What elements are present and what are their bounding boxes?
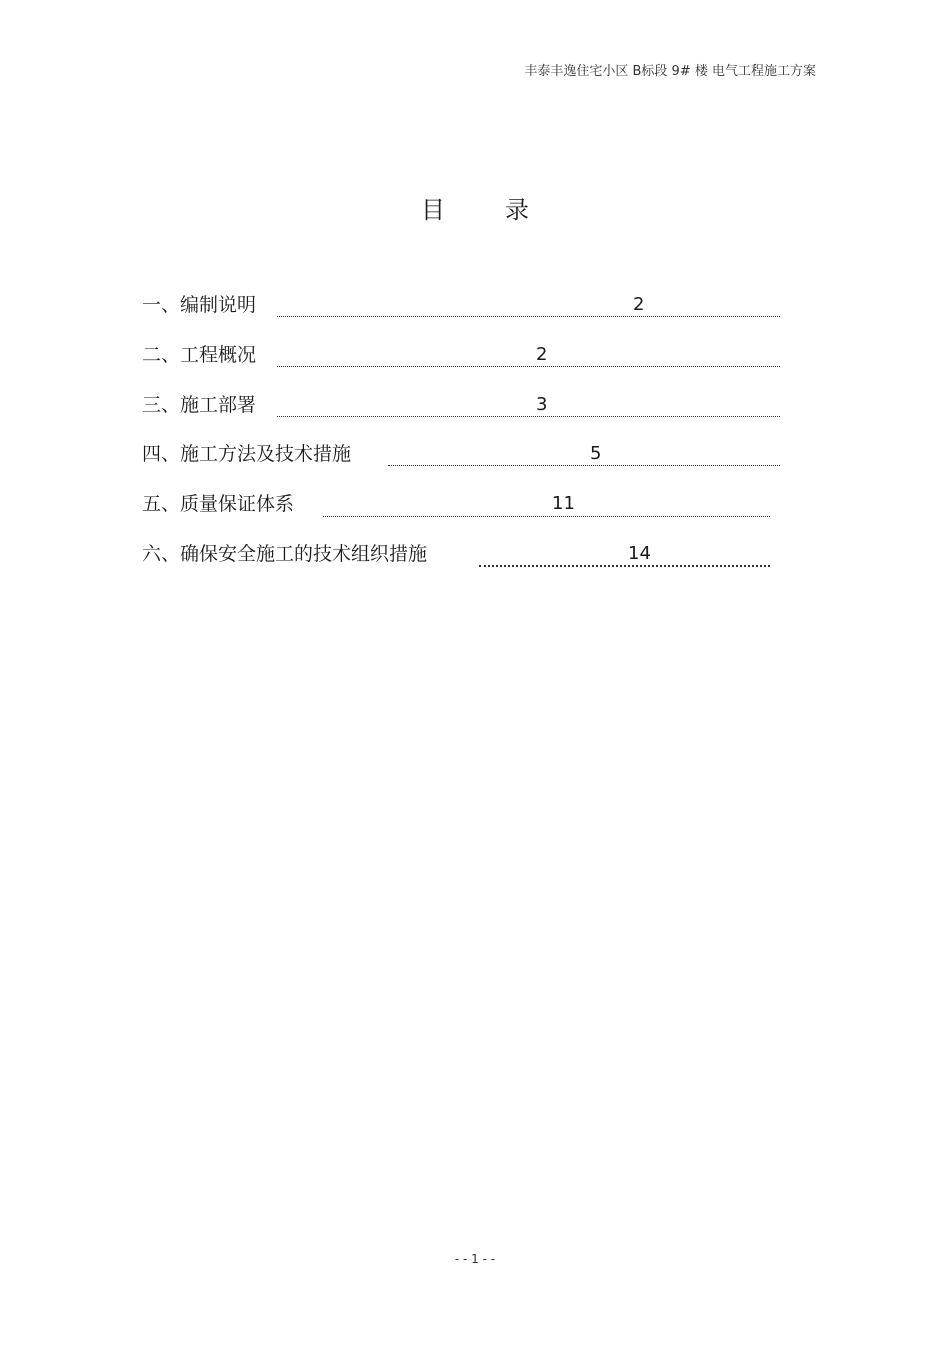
toc-entry-1[interactable]	[142, 292, 782, 318]
toc-entry-label: 三、施工部署	[142, 394, 257, 416]
toc-leader-dots	[277, 316, 780, 317]
toc-leader-dots	[388, 465, 780, 466]
toc-entry-3[interactable]	[142, 392, 782, 418]
toc-entry-6[interactable]	[142, 541, 782, 567]
page-header: 丰泰丰逸住宅小区 B标段 9# 楼 电气工程施工方案	[524, 64, 816, 79]
toc-entry-page: 11	[552, 493, 575, 514]
toc-entry-label: 五、质量保证体系	[142, 493, 295, 515]
toc-entry-label: 六、确保安全施工的技术组织措施	[142, 543, 428, 565]
toc-entry-label: 四、施工方法及技术措施	[142, 443, 352, 465]
toc-entry-4[interactable]	[142, 441, 782, 467]
toc-entry-page: 2	[633, 294, 645, 315]
toc-leader-dots	[479, 565, 770, 567]
toc-entry-page: 5	[590, 443, 602, 464]
toc-entry-label: 二、工程概况	[142, 344, 257, 366]
toc-entry-page: 14	[628, 543, 651, 564]
page-number: - - 1 - -	[454, 1252, 496, 1266]
toc-leader-dots	[277, 366, 780, 367]
toc-entry-page: 3	[536, 394, 548, 415]
toc-leader-dots	[323, 516, 770, 517]
toc-entry-2[interactable]	[142, 342, 782, 368]
toc-title: 目录	[421, 196, 589, 224]
toc-entry-5[interactable]	[142, 491, 782, 517]
toc-entry-page: 2	[536, 344, 548, 365]
toc-leader-dots	[277, 416, 780, 417]
toc-entry-label: 一、编制说明	[142, 294, 257, 316]
